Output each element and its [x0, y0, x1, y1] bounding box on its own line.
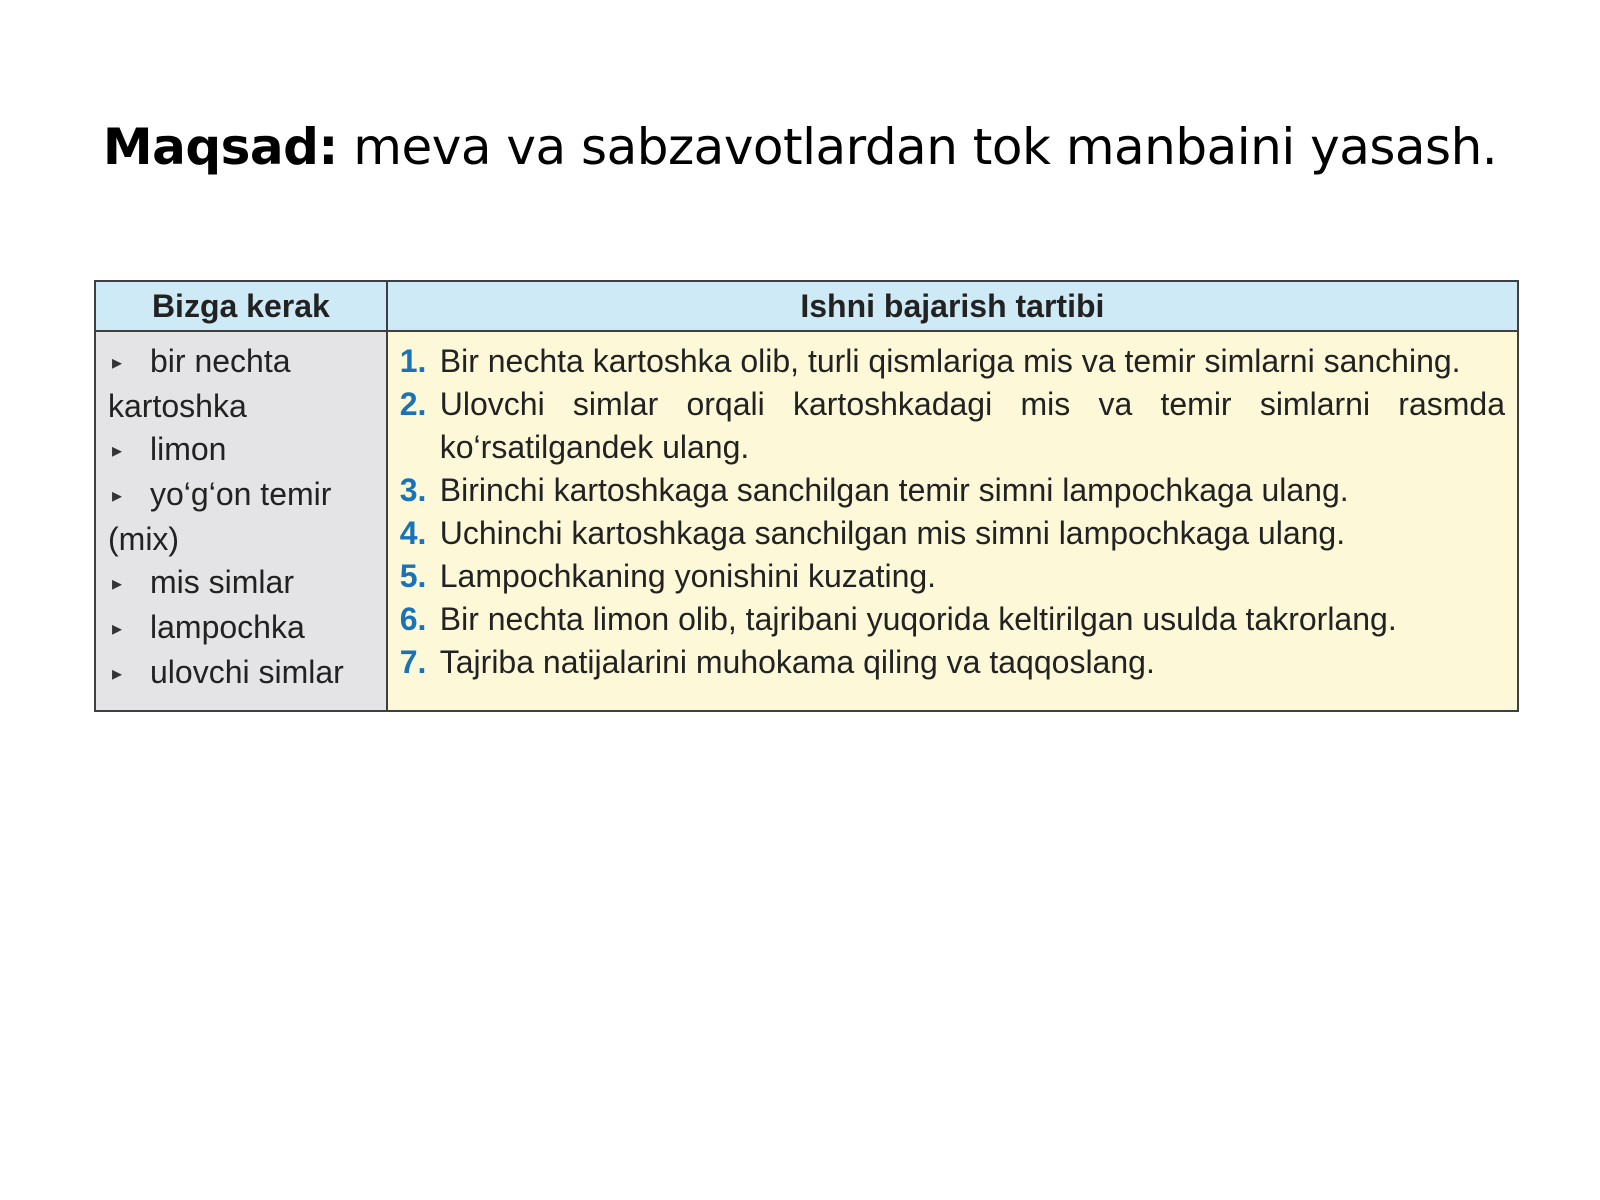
- step-item: [400, 469, 1505, 512]
- step-number: 5.: [399, 558, 427, 594]
- triangle-bullet-icon: ▸: [112, 618, 123, 640]
- triangle-bullet-icon: ▸: [112, 440, 123, 462]
- step-number: 7.: [399, 644, 427, 680]
- needs-item-text: ulovchi simlar: [150, 654, 344, 690]
- needs-item-text: lampochka: [150, 609, 305, 645]
- table-header-row: [95, 281, 1518, 331]
- needs-item: [108, 561, 376, 606]
- triangle-bullet-icon: ▸: [112, 663, 123, 685]
- needs-item-text: yo‘g‘on temir (mix): [108, 476, 332, 557]
- steps-cell: [387, 331, 1518, 711]
- needs-item-text: bir nechta kartoshka: [108, 343, 291, 424]
- needs-item: [108, 428, 376, 473]
- needs-header: Bizga kerak: [95, 281, 387, 331]
- needs-item-text: limon: [150, 431, 227, 467]
- needs-item: [108, 606, 376, 651]
- step-text: Ulovchi simlar orqali kartoshkadagi mis va temir simlarni rasmda ko‘rsatilgandek ulang.: [439, 386, 1505, 465]
- triangle-bullet-icon: ▸: [112, 352, 123, 374]
- step-item: [400, 598, 1505, 641]
- step-item: [400, 340, 1505, 383]
- slide-title: [0, 118, 1600, 176]
- title-text: meva va sabzavotlardan tok manbaini yasash.: [337, 118, 1498, 176]
- steps-list: [400, 340, 1505, 684]
- step-item: [400, 383, 1505, 469]
- step-text: Lampochkaning yonishini kuzating.: [439, 558, 937, 594]
- experiment-table: [94, 280, 1519, 712]
- needs-list: [108, 340, 376, 696]
- title-label: Maqsad:: [102, 118, 338, 176]
- step-text: Bir nechta limon olib, tajribani yuqorida keltirilgan usulda takrorlang.: [439, 601, 1397, 637]
- step-number: 6.: [399, 601, 427, 637]
- step-text: Uchinchi kartoshkaga sanchilgan mis simni lampochkaga ulang.: [439, 515, 1346, 551]
- step-number: 2.: [399, 386, 427, 422]
- needs-cell: [95, 331, 387, 711]
- steps-header: Ishni bajarish tartibi: [387, 281, 1518, 331]
- step-item: [400, 512, 1505, 555]
- step-text: Birinchi kartoshkaga sanchilgan temir simni lampochkaga ulang.: [439, 472, 1349, 508]
- needs-item: [108, 340, 376, 428]
- step-number: 4.: [399, 515, 427, 551]
- step-text: Bir nechta kartoshka olib, turli qismlariga mis va temir simlarni sanching.: [439, 343, 1461, 379]
- step-item: [400, 555, 1505, 598]
- table-body-row: [95, 331, 1518, 711]
- needs-item: [108, 473, 376, 561]
- step-number: 1.: [399, 343, 427, 379]
- triangle-bullet-icon: ▸: [112, 573, 123, 595]
- step-text: Tajriba natijalarini muhokama qiling va taqqoslang.: [439, 644, 1155, 680]
- step-number: 3.: [399, 472, 427, 508]
- needs-item-text: mis simlar: [150, 564, 294, 600]
- needs-item: [108, 651, 376, 696]
- step-item: [400, 641, 1505, 684]
- triangle-bullet-icon: ▸: [112, 485, 123, 507]
